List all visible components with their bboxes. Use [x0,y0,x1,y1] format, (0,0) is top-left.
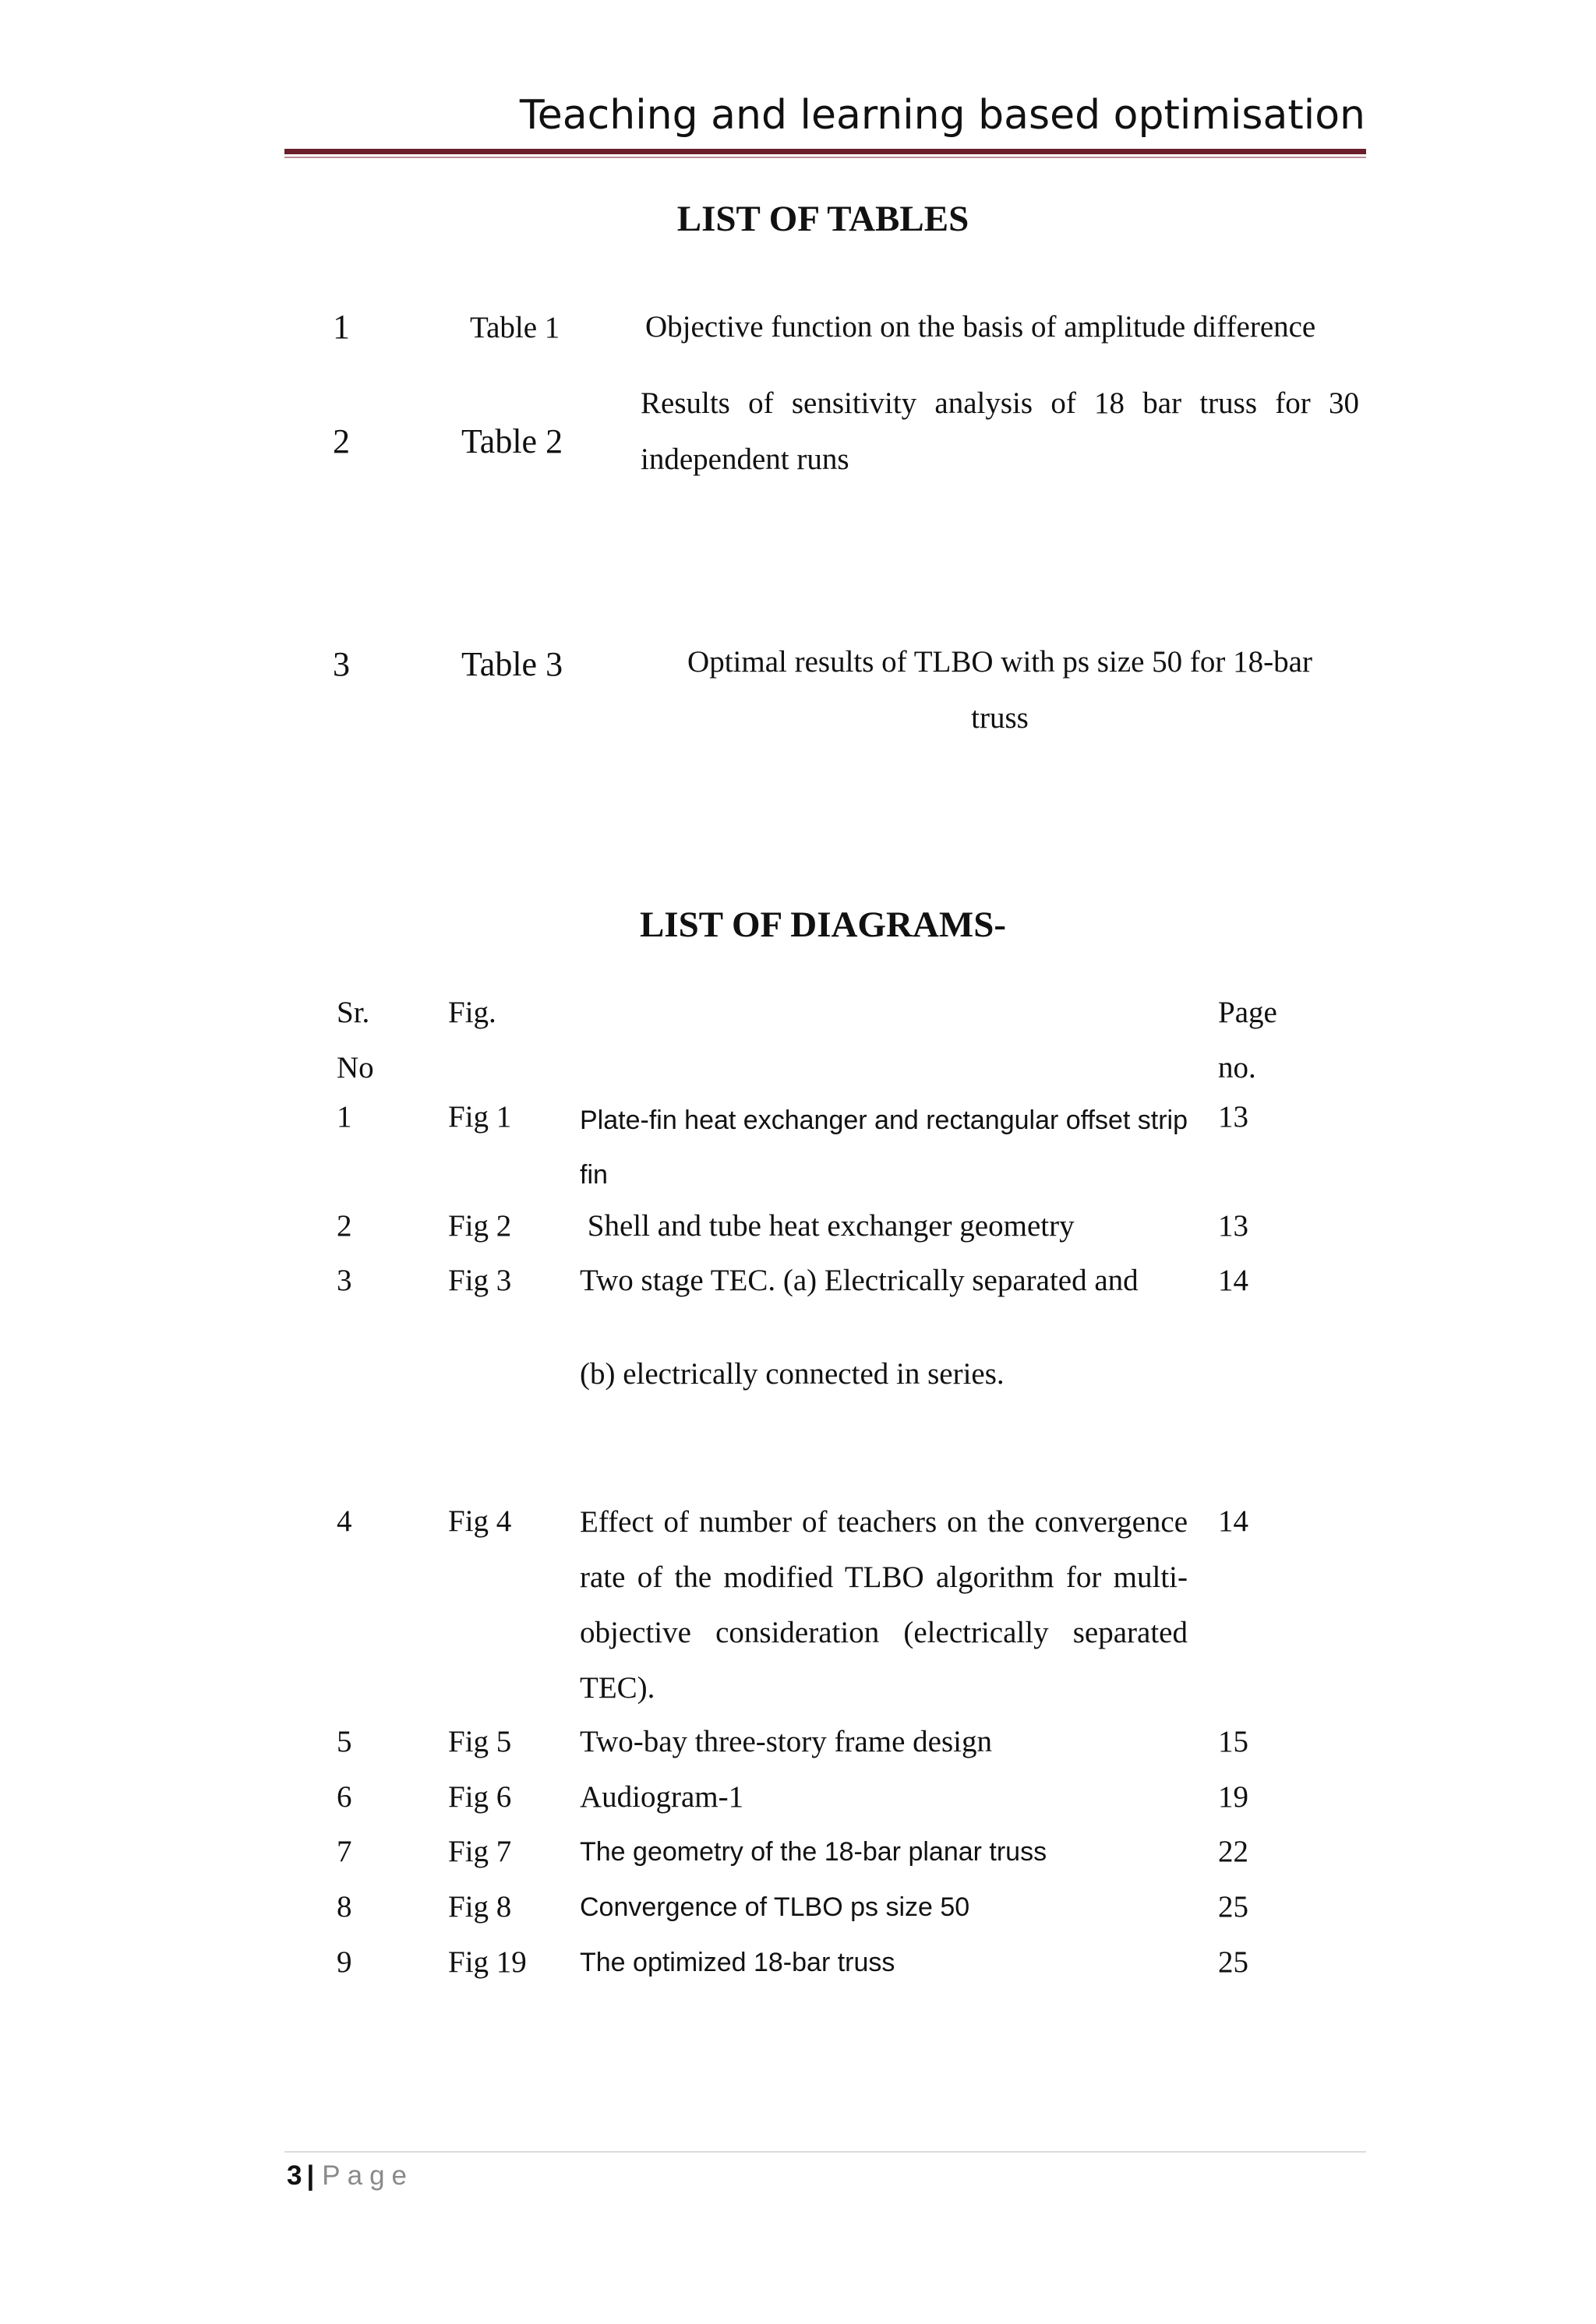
page-number: 3 [287,2160,302,2191]
diagram-row-page: 25 [1218,1945,1248,1979]
diagram-row-fig: Fig 2 [448,1209,512,1243]
diagram-row-fig: Fig 19 [448,1945,527,1979]
diagram-row-sr: 1 [337,1100,352,1134]
diagram-row-description: Plate-fin heat exchanger and rectangular offset strip fin [580,1106,1188,1190]
page-no-header: Page no. [1218,996,1277,1084]
table-row-description: Optimal results of TLBO with ps size 50 for 18-bar truss [687,645,1312,735]
header-rule-thin [284,157,1366,158]
diagram-row-sr: 6 [337,1780,352,1814]
diagram-row-sr: 7 [337,1835,352,1868]
table-row-description: Objective function on the basis of amplitude difference [645,310,1316,344]
diagram-row-fig: Fig 7 [448,1835,512,1868]
diagram-row-description: The optimized 18-bar truss [580,1948,895,1977]
table-row-number: 2 [333,422,350,460]
diagram-row-fig: Fig 4 [448,1504,512,1538]
list-of-tables-heading: LIST OF TABLES [676,199,969,239]
diagram-row-description: Two-bay three-story frame design [580,1725,992,1758]
diagram-row-fig: Fig 6 [448,1780,512,1814]
table-row-description: Results of sensitivity analysis of 18 bar truss for 30 independent runs [641,386,1359,476]
footer-separator: | [306,2160,315,2191]
table-row-label: Table 1 [470,311,560,344]
table-row-label: Table 3 [461,645,563,683]
diagram-row-page: 13 [1218,1100,1248,1134]
fig-header: Fig. [448,996,496,1029]
diagram-row-description: The geometry of the 18-bar planar truss [580,1837,1047,1867]
diagram-row-fig: Fig 5 [448,1725,512,1758]
page-footer [287,2156,414,2195]
diagram-row-page: 25 [1218,1890,1248,1924]
diagram-row-fig: Fig 3 [448,1264,512,1297]
table-row-number: 3 [333,645,350,683]
diagram-row-sr: 5 [337,1725,352,1758]
table-row-number: 1 [333,308,350,346]
table-row-label: Table 2 [461,422,563,460]
diagram-row-page: 13 [1218,1209,1248,1243]
diagram-row-description: Shell and tube heat exchanger geometry [580,1209,1075,1243]
diagram-row-page: 15 [1218,1725,1248,1758]
list-of-diagrams-heading: LIST OF DIAGRAMS- [639,905,1007,945]
diagram-row-description-continued: (b) electrically connected in series. [580,1357,1005,1391]
diagram-row-sr: 2 [337,1209,352,1243]
diagram-row-sr: 4 [337,1504,352,1538]
diagram-row-description: Two stage TEC. (a) Electrically separated and [580,1264,1139,1297]
running-header-title: Teaching and learning based optimisation [519,92,1365,139]
diagram-row-page: 14 [1218,1264,1248,1297]
diagram-row-fig: Fig 1 [448,1100,512,1134]
diagram-row-sr: 9 [337,1945,352,1979]
diagram-row-page: 19 [1218,1780,1248,1814]
diagram-row-fig: Fig 8 [448,1890,512,1924]
header-rule [284,149,1366,154]
sr-no-header: Sr. No [337,996,374,1084]
diagram-row-description: Audiogram-1 [580,1780,744,1814]
diagram-row-description: Convergence of TLBO ps size 50 [580,1892,970,1922]
diagram-row-page: 14 [1218,1504,1248,1538]
diagram-row-sr: 3 [337,1264,352,1297]
page-label: Page [322,2160,415,2191]
diagram-row-page: 22 [1218,1835,1248,1868]
diagram-row-sr: 8 [337,1890,352,1924]
diagram-row-description: Effect of number of teachers on the convergence rate of the modified TLBO algorithm for multi-objective consideration (electrically separated TEC). [580,1505,1188,1705]
footer-rule [284,2151,1366,2153]
